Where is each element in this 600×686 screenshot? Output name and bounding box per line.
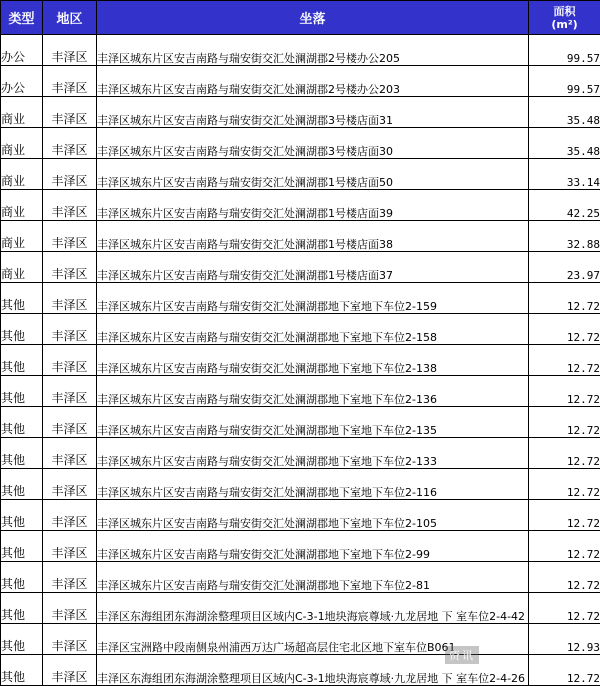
table-row <box>1 190 600 221</box>
table-row <box>1 655 600 686</box>
header-region: 地区 <box>43 1 97 35</box>
cell-region: 丰泽区 <box>43 159 97 190</box>
cell-type: 其他 <box>1 407 43 438</box>
cell-region: 丰泽区 <box>43 562 97 593</box>
cell-type: 其他 <box>1 562 43 593</box>
cell-type: 其他 <box>1 500 43 531</box>
cell-type: 其他 <box>1 531 43 562</box>
cell-type: 其他 <box>1 655 43 686</box>
header-row <box>1 1 600 35</box>
cell-type: 其他 <box>1 469 43 500</box>
table-row <box>1 562 600 593</box>
cell-region: 丰泽区 <box>43 345 97 376</box>
cell-region: 丰泽区 <box>43 531 97 562</box>
cell-type: 其他 <box>1 283 43 314</box>
cell-location: 丰泽区宝洲路中段南侧泉州浦西万达广场超高层住宅北区地下室车位B061 <box>97 624 529 655</box>
cell-area: 23.97 <box>529 252 600 283</box>
cell-region: 丰泽区 <box>43 624 97 655</box>
cell-location: 丰泽区城东片区安吉南路与瑞安街交汇处澜湖郡2号楼办公203 <box>97 66 529 97</box>
cell-area: 99.57 <box>529 35 600 66</box>
cell-location: 丰泽区东海组团东海湖涂整理项目区域内C-3-1地块海宸尊域·九龙居地 下 室车位2-4-26 <box>97 655 529 686</box>
table-row <box>1 97 600 128</box>
cell-type: 办公 <box>1 66 43 97</box>
header-type: 类型 <box>1 1 43 35</box>
cell-type: 其他 <box>1 345 43 376</box>
cell-region: 丰泽区 <box>43 252 97 283</box>
table-row <box>1 376 600 407</box>
cell-region: 丰泽区 <box>43 438 97 469</box>
cell-type: 商业 <box>1 190 43 221</box>
table-row <box>1 500 600 531</box>
cell-region: 丰泽区 <box>43 128 97 159</box>
cell-region: 丰泽区 <box>43 221 97 252</box>
table-row <box>1 531 600 562</box>
cell-location: 丰泽区城东片区安吉南路与瑞安街交汇处澜湖郡地下室地下车位2-99 <box>97 531 529 562</box>
table-row <box>1 221 600 252</box>
cell-type: 商业 <box>1 221 43 252</box>
cell-location: 丰泽区城东片区安吉南路与瑞安街交汇处澜湖郡1号楼店面39 <box>97 190 529 221</box>
cell-location: 丰泽区城东片区安吉南路与瑞安街交汇处澜湖郡地下室地下车位2-158 <box>97 314 529 345</box>
cell-area: 99.57 <box>529 66 600 97</box>
header-area-label: 面积 <box>554 5 576 18</box>
cell-area: 12.72 <box>529 376 600 407</box>
cell-location: 丰泽区城东片区安吉南路与瑞安街交汇处澜湖郡3号楼店面31 <box>97 97 529 128</box>
cell-type: 商业 <box>1 97 43 128</box>
cell-location: 丰泽区城东片区安吉南路与瑞安街交汇处澜湖郡1号楼店面37 <box>97 252 529 283</box>
cell-region: 丰泽区 <box>43 314 97 345</box>
table-row <box>1 624 600 655</box>
cell-area: 12.72 <box>529 500 600 531</box>
cell-location: 丰泽区东海组团东海湖涂整理项目区域内C-3-1地块海宸尊域·九龙居地 下 室车位2-4-42 <box>97 593 529 624</box>
cell-region: 丰泽区 <box>43 469 97 500</box>
cell-area: 12.72 <box>529 314 600 345</box>
table-row <box>1 35 600 66</box>
table-row <box>1 438 600 469</box>
cell-location: 丰泽区城东片区安吉南路与瑞安街交汇处澜湖郡地下室地下车位2-159 <box>97 283 529 314</box>
cell-type: 商业 <box>1 128 43 159</box>
cell-area: 12.72 <box>529 345 600 376</box>
table-row <box>1 345 600 376</box>
cell-region: 丰泽区 <box>43 376 97 407</box>
cell-type: 商业 <box>1 159 43 190</box>
cell-area: 12.72 <box>529 562 600 593</box>
table-row <box>1 407 600 438</box>
cell-type: 其他 <box>1 376 43 407</box>
table-row <box>1 593 600 624</box>
cell-location: 丰泽区城东片区安吉南路与瑞安街交汇处澜湖郡地下室地下车位2-133 <box>97 438 529 469</box>
cell-region: 丰泽区 <box>43 283 97 314</box>
cell-area: 12.72 <box>529 593 600 624</box>
cell-type: 商业 <box>1 252 43 283</box>
cell-location: 丰泽区城东片区安吉南路与瑞安街交汇处澜湖郡地下室地下车位2-138 <box>97 345 529 376</box>
cell-location: 丰泽区城东片区安吉南路与瑞安街交汇处澜湖郡1号楼店面50 <box>97 159 529 190</box>
cell-region: 丰泽区 <box>43 66 97 97</box>
cell-area: 12.72 <box>529 655 600 686</box>
cell-area: 32.88 <box>529 221 600 252</box>
header-area <box>529 1 600 35</box>
cell-location: 丰泽区城东片区安吉南路与瑞安街交汇处澜湖郡地下室地下车位2-135 <box>97 407 529 438</box>
cell-area: 35.48 <box>529 128 600 159</box>
table-row <box>1 66 600 97</box>
cell-location: 丰泽区城东片区安吉南路与瑞安街交汇处澜湖郡3号楼店面30 <box>97 128 529 159</box>
cell-location: 丰泽区城东片区安吉南路与瑞安街交汇处澜湖郡地下室地下车位2-81 <box>97 562 529 593</box>
cell-type: 办公 <box>1 35 43 66</box>
table-row <box>1 128 600 159</box>
cell-area: 12.72 <box>529 531 600 562</box>
cell-area: 35.48 <box>529 97 600 128</box>
table-row <box>1 159 600 190</box>
cell-type: 其他 <box>1 438 43 469</box>
table-row <box>1 252 600 283</box>
cell-area: 12.72 <box>529 283 600 314</box>
table-row <box>1 469 600 500</box>
cell-area: 42.25 <box>529 190 600 221</box>
cell-region: 丰泽区 <box>43 655 97 686</box>
cell-region: 丰泽区 <box>43 35 97 66</box>
cell-area: 12.72 <box>529 407 600 438</box>
cell-region: 丰泽区 <box>43 190 97 221</box>
cell-type: 其他 <box>1 314 43 345</box>
cell-area: 12.72 <box>529 438 600 469</box>
cell-area: 12.72 <box>529 469 600 500</box>
cell-location: 丰泽区城东片区安吉南路与瑞安街交汇处澜湖郡地下室地下车位2-136 <box>97 376 529 407</box>
cell-type: 其他 <box>1 624 43 655</box>
cell-region: 丰泽区 <box>43 593 97 624</box>
cell-type: 其他 <box>1 593 43 624</box>
table-row <box>1 283 600 314</box>
table-row <box>1 314 600 345</box>
cell-region: 丰泽区 <box>43 97 97 128</box>
cell-area: 12.93 <box>529 624 600 655</box>
cell-region: 丰泽区 <box>43 500 97 531</box>
watermark: 资讯 <box>445 646 479 664</box>
header-area-unit: (m²) <box>529 18 600 31</box>
cell-area: 33.14 <box>529 159 600 190</box>
cell-location: 丰泽区城东片区安吉南路与瑞安街交汇处澜湖郡2号楼办公205 <box>97 35 529 66</box>
cell-region: 丰泽区 <box>43 407 97 438</box>
cell-location: 丰泽区城东片区安吉南路与瑞安街交汇处澜湖郡地下室地下车位2-116 <box>97 469 529 500</box>
cell-location: 丰泽区城东片区安吉南路与瑞安街交汇处澜湖郡地下室地下车位2-105 <box>97 500 529 531</box>
table-body <box>1 35 600 686</box>
cell-location: 丰泽区城东片区安吉南路与瑞安街交汇处澜湖郡1号楼店面38 <box>97 221 529 252</box>
header-location: 坐落 <box>97 1 529 35</box>
